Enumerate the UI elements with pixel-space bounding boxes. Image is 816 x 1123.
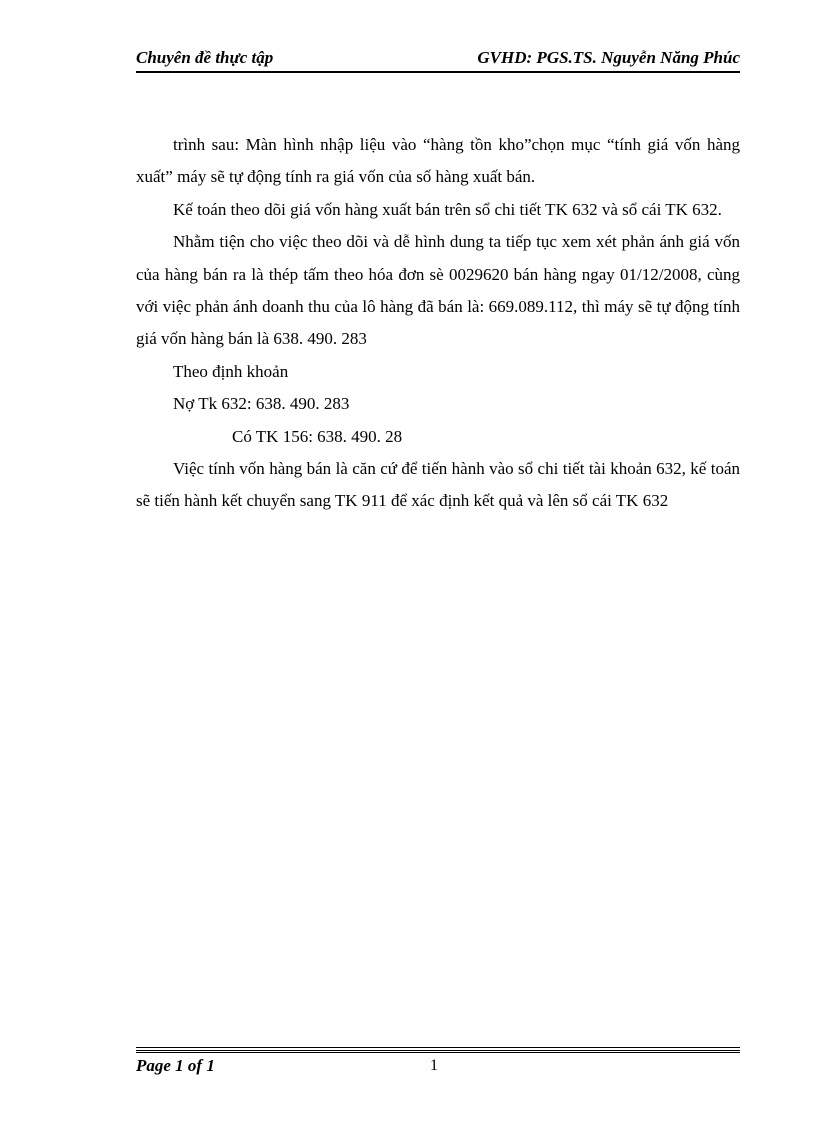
paragraph-2: Kế toán theo dõi giá vốn hàng xuất bán trên sổ chi tiết TK 632 và sổ cái TK 632. — [173, 199, 722, 219]
header-title: Chuyên đề thực tập — [136, 48, 274, 67]
paragraph-3: Nhằm tiện cho việc theo dõi và dễ hình dung ta tiếp tục xem xét phản ánh giá vốn của hàng bán ra là thép tấm theo hóa đơn sè 0029620 bán hàng ngay 01/12/2008, cùng với việc phản ánh doanh thu của lô hàng đã bán là: 669.089.112, thì máy sẽ tự động tính giá vốn hàng bán là 638. 490. 283 — [136, 232, 740, 349]
paragraph-1: trình sau: Màn hình nhập liệu vào “hàng tồn kho”chọn mục “tính giá vốn hàng xuất” máy sẽ tự động tính ra giá vốn của số hàng xuất bán. — [136, 135, 740, 187]
paragraph-4: Theo định khoản — [173, 361, 289, 381]
body-text — [136, 129, 740, 518]
header-rule — [136, 71, 740, 73]
footer-page-label: Page 1 of 1 — [136, 1056, 215, 1075]
footer-rule — [136, 1047, 740, 1053]
footer-page-number: 1 — [430, 1057, 438, 1074]
paragraph-6: Có TK 156: 638. 490. 28 — [232, 426, 403, 446]
paragraph-7: Việc tính vốn hàng bán là căn cứ để tiến hành vào sổ chi tiết tài khoản 632, kế toán sẽ tiến hành kết chuyển sang TK 911 để xác định kết quả và lên sổ cái TK 632 — [136, 459, 740, 511]
header-advisor: GVHD: PGS.TS. Nguyễn Năng Phúc — [477, 48, 740, 67]
page-header — [136, 48, 740, 70]
paragraph-5: Nợ Tk 632: 638. 490. 283 — [173, 394, 350, 414]
